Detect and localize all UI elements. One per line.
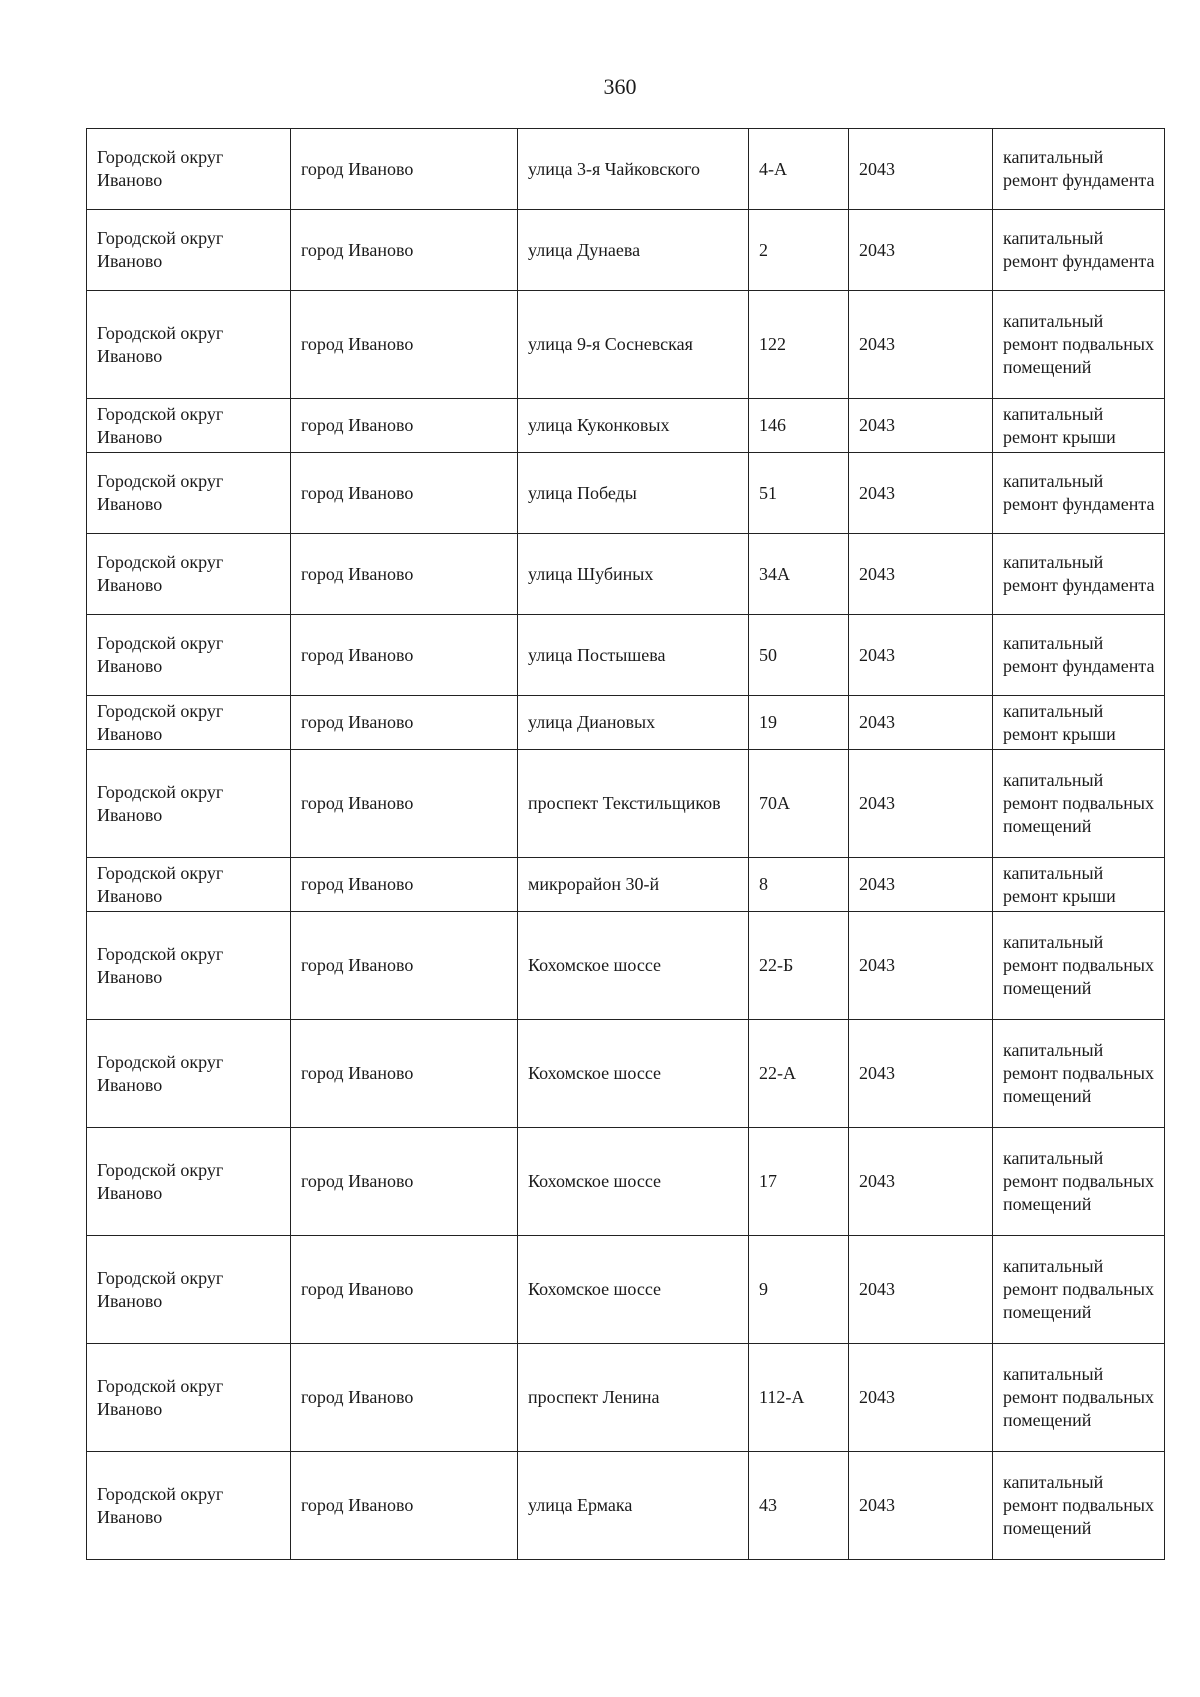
street-cell: улица Куконковых xyxy=(518,399,749,453)
district-cell: Городской округ Иваново xyxy=(87,1020,291,1128)
district-cell: Городской округ Иваново xyxy=(87,291,291,399)
district-cell: Городской округ Иваново xyxy=(87,129,291,210)
locality-cell: город Иваново xyxy=(291,129,518,210)
locality-cell: город Иваново xyxy=(291,210,518,291)
district-cell: Городской округ Иваново xyxy=(87,453,291,534)
table-row xyxy=(87,858,1165,912)
table-row xyxy=(87,210,1165,291)
table-row xyxy=(87,912,1165,1020)
table-body xyxy=(87,129,1165,1560)
house-number-cell: 2 xyxy=(749,210,849,291)
table-row xyxy=(87,534,1165,615)
house-number-cell: 70А xyxy=(749,750,849,858)
table-row xyxy=(87,1020,1165,1128)
house-number-cell: 8 xyxy=(749,858,849,912)
street-cell: микрорайон 30-й xyxy=(518,858,749,912)
house-number-cell: 34А xyxy=(749,534,849,615)
work-type-cell: капитальный ремонт фундамента xyxy=(993,615,1165,696)
table-row xyxy=(87,399,1165,453)
locality-cell: город Иваново xyxy=(291,1020,518,1128)
work-type-cell: капитальный ремонт крыши xyxy=(993,696,1165,750)
work-type-cell: капитальный ремонт фундамента xyxy=(993,534,1165,615)
house-number-cell: 19 xyxy=(749,696,849,750)
house-number-cell: 122 xyxy=(749,291,849,399)
house-number-cell: 146 xyxy=(749,399,849,453)
year-cell: 2043 xyxy=(849,1020,993,1128)
street-cell: улица Постышева xyxy=(518,615,749,696)
house-number-cell: 43 xyxy=(749,1452,849,1560)
street-cell: улица 3-я Чайковского xyxy=(518,129,749,210)
year-cell: 2043 xyxy=(849,912,993,1020)
work-type-cell: капитальный ремонт подвальных помещений xyxy=(993,1452,1165,1560)
house-number-cell: 9 xyxy=(749,1236,849,1344)
district-cell: Городской округ Иваново xyxy=(87,1452,291,1560)
year-cell: 2043 xyxy=(849,696,993,750)
district-cell: Городской округ Иваново xyxy=(87,912,291,1020)
work-type-cell: капитальный ремонт крыши xyxy=(993,858,1165,912)
work-type-cell: капитальный ремонт фундамента xyxy=(993,453,1165,534)
table-row xyxy=(87,1452,1165,1560)
house-number-cell: 17 xyxy=(749,1128,849,1236)
work-type-cell: капитальный ремонт подвальных помещений xyxy=(993,1128,1165,1236)
district-cell: Городской округ Иваново xyxy=(87,696,291,750)
locality-cell: город Иваново xyxy=(291,453,518,534)
table-row xyxy=(87,453,1165,534)
street-cell: улица Диановых xyxy=(518,696,749,750)
year-cell: 2043 xyxy=(849,615,993,696)
year-cell: 2043 xyxy=(849,129,993,210)
work-type-cell: капитальный ремонт подвальных помещений xyxy=(993,291,1165,399)
year-cell: 2043 xyxy=(849,534,993,615)
street-cell: Кохомское шоссе xyxy=(518,1020,749,1128)
year-cell: 2043 xyxy=(849,1236,993,1344)
district-cell: Городской округ Иваново xyxy=(87,1128,291,1236)
locality-cell: город Иваново xyxy=(291,750,518,858)
year-cell: 2043 xyxy=(849,1128,993,1236)
year-cell: 2043 xyxy=(849,750,993,858)
table-row xyxy=(87,750,1165,858)
street-cell: проспект Ленина xyxy=(518,1344,749,1452)
house-number-cell: 51 xyxy=(749,453,849,534)
year-cell: 2043 xyxy=(849,1452,993,1560)
house-number-cell: 22-Б xyxy=(749,912,849,1020)
district-cell: Городской округ Иваново xyxy=(87,1344,291,1452)
work-type-cell: капитальный ремонт подвальных помещений xyxy=(993,912,1165,1020)
house-number-cell: 4-А xyxy=(749,129,849,210)
year-cell: 2043 xyxy=(849,1344,993,1452)
district-cell: Городской округ Иваново xyxy=(87,210,291,291)
table-row xyxy=(87,291,1165,399)
table-row xyxy=(87,129,1165,210)
locality-cell: город Иваново xyxy=(291,912,518,1020)
work-type-cell: капитальный ремонт подвальных помещений xyxy=(993,1020,1165,1128)
year-cell: 2043 xyxy=(849,453,993,534)
work-type-cell: капитальный ремонт крыши xyxy=(993,399,1165,453)
work-type-cell: капитальный ремонт подвальных помещений xyxy=(993,1344,1165,1452)
locality-cell: город Иваново xyxy=(291,858,518,912)
table-row xyxy=(87,696,1165,750)
locality-cell: город Иваново xyxy=(291,399,518,453)
table-row xyxy=(87,615,1165,696)
locality-cell: город Иваново xyxy=(291,615,518,696)
year-cell: 2043 xyxy=(849,858,993,912)
street-cell: Кохомское шоссе xyxy=(518,1236,749,1344)
locality-cell: город Иваново xyxy=(291,696,518,750)
table-row xyxy=(87,1236,1165,1344)
locality-cell: город Иваново xyxy=(291,1128,518,1236)
work-type-cell: капитальный ремонт фундамента xyxy=(993,129,1165,210)
page-number: 360 xyxy=(603,74,637,99)
house-number-cell: 22-А xyxy=(749,1020,849,1128)
locality-cell: город Иваново xyxy=(291,534,518,615)
district-cell: Городской округ Иваново xyxy=(87,750,291,858)
locality-cell: город Иваново xyxy=(291,291,518,399)
street-cell: Кохомское шоссе xyxy=(518,1128,749,1236)
locality-cell: город Иваново xyxy=(291,1344,518,1452)
district-cell: Городской округ Иваново xyxy=(87,1236,291,1344)
street-cell: улица Шубиных xyxy=(518,534,749,615)
street-cell: улица Победы xyxy=(518,453,749,534)
district-cell: Городской округ Иваново xyxy=(87,534,291,615)
work-type-cell: капитальный ремонт подвальных помещений xyxy=(993,1236,1165,1344)
street-cell: улица Дунаева xyxy=(518,210,749,291)
locality-cell: город Иваново xyxy=(291,1452,518,1560)
year-cell: 2043 xyxy=(849,291,993,399)
street-cell: Кохомское шоссе xyxy=(518,912,749,1020)
street-cell: проспект Текстильщиков xyxy=(518,750,749,858)
locality-cell: город Иваново xyxy=(291,1236,518,1344)
house-number-cell: 112-А xyxy=(749,1344,849,1452)
work-type-cell: капитальный ремонт подвальных помещений xyxy=(993,750,1165,858)
table-row xyxy=(87,1128,1165,1236)
house-number-cell: 50 xyxy=(749,615,849,696)
street-cell: улица 9-я Сосневская xyxy=(518,291,749,399)
table-row xyxy=(87,1344,1165,1452)
district-cell: Городской округ Иваново xyxy=(87,615,291,696)
year-cell: 2043 xyxy=(849,399,993,453)
district-cell: Городской округ Иваново xyxy=(87,399,291,453)
repair-schedule-table xyxy=(86,128,1165,1560)
street-cell: улица Ермака xyxy=(518,1452,749,1560)
district-cell: Городской округ Иваново xyxy=(87,858,291,912)
work-type-cell: капитальный ремонт фундамента xyxy=(993,210,1165,291)
year-cell: 2043 xyxy=(849,210,993,291)
